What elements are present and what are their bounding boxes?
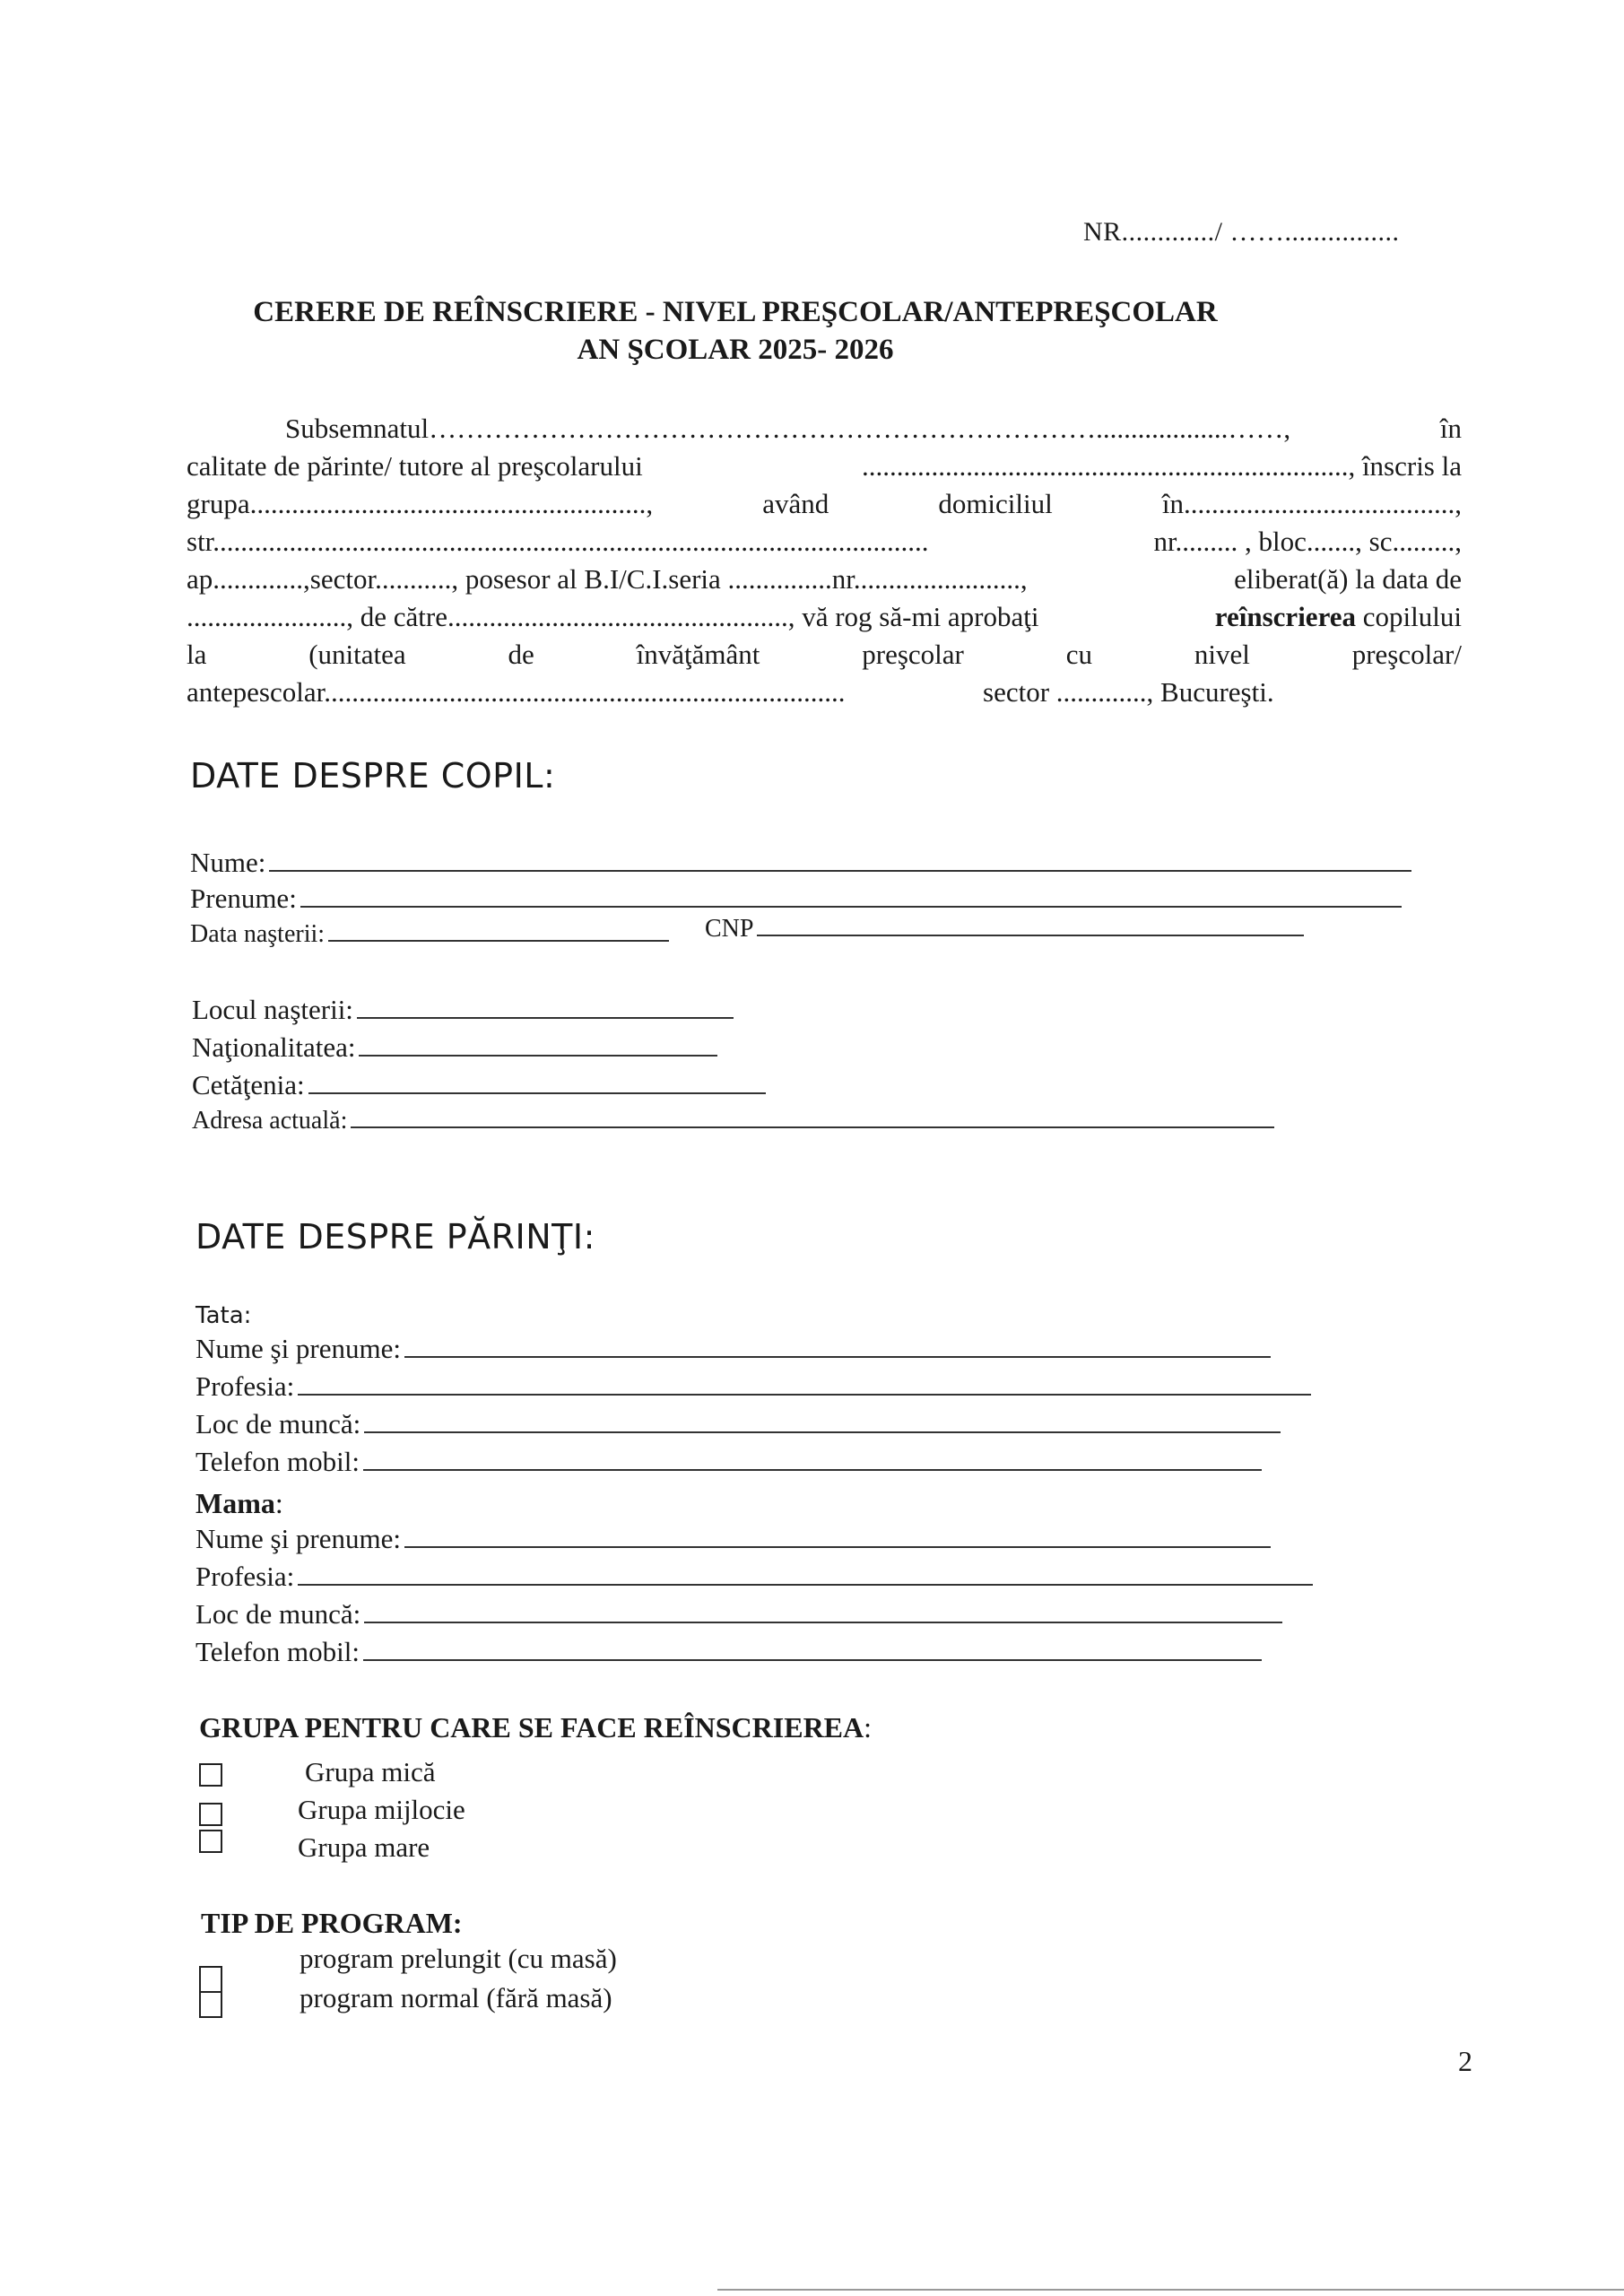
text-cu: cu: [1065, 639, 1092, 670]
child-birthdate-label: Data naşterii:: [190, 920, 326, 948]
text-prescolar: preşcolar: [862, 639, 964, 670]
text-eliberat: eliberat(ă) la data de: [1234, 563, 1462, 595]
child-cnp-line[interactable]: [757, 934, 1304, 936]
child-surname-line[interactable]: [300, 905, 1402, 908]
option-program-normal: program normal (fără masă): [300, 1982, 612, 2013]
father-phone-label: Telefon mobil:: [195, 1446, 360, 1477]
mother-workplace-label: Loc de muncă:: [195, 1598, 361, 1630]
paragraph-line-7: [187, 637, 1462, 673]
registration-number: NR............./ ……................: [1083, 217, 1400, 247]
child-citizenship-line[interactable]: [308, 1091, 766, 1094]
text-sector-bucuresti: [983, 674, 1274, 710]
checkbox-program-prelungit[interactable]: [199, 1966, 222, 1993]
mother-name-line[interactable]: [404, 1545, 1271, 1548]
father-phone-field[interactable]: [195, 1446, 1262, 1478]
paragraph-line-6: [187, 599, 1462, 635]
text-avand: având: [762, 488, 829, 519]
paragraph-line-1: [187, 411, 1462, 447]
father-name-field[interactable]: [195, 1333, 1271, 1365]
text-in: în: [1439, 413, 1462, 444]
section-heading-parents: DATE DESPRE PĂRINŢI:: [195, 1217, 595, 1257]
text-nr-bloc: nr......... , bloc......., sc.........,: [1153, 526, 1462, 557]
text-reinscrierea-copilului: [1215, 599, 1462, 635]
page-number: 2: [1458, 2045, 1472, 2077]
text-unitatea: (unitatea: [308, 639, 406, 670]
father-workplace-field[interactable]: [195, 1408, 1281, 1440]
group-heading-text: GRUPA PENTRU CARE SE FACE REÎNSCRIEREA: [199, 1711, 864, 1744]
option-grupa-mica: Grupa mică: [305, 1756, 436, 1787]
father-label: Tata:: [195, 1302, 252, 1329]
group-heading-colon: :: [864, 1711, 873, 1744]
child-surname-label: Prenume:: [190, 883, 297, 914]
text-calitate: calitate de părinte/ tutore al preşcolarului: [187, 450, 643, 482]
mother-workplace-line[interactable]: [364, 1621, 1282, 1623]
child-birthplace-field[interactable]: [192, 994, 734, 1026]
mother-profession-field[interactable]: [195, 1561, 1313, 1593]
text-invatamant: învăţământ: [636, 639, 760, 670]
father-phone-line[interactable]: [363, 1468, 1262, 1471]
mother-profession-label: Profesia:: [195, 1561, 295, 1592]
text-la: la: [187, 639, 207, 670]
father-profession-field[interactable]: [195, 1370, 1311, 1403]
mother-label-colon: :: [274, 1487, 283, 1519]
text-reinscrierea: reînscrierea: [1214, 601, 1357, 632]
paragraph-line-2: [187, 448, 1462, 484]
mother-label: [195, 1487, 283, 1520]
child-address-line[interactable]: [351, 1126, 1274, 1128]
text-grupa: grupa.........................................................,: [187, 488, 654, 519]
checkbox-grupa-mare[interactable]: [199, 1830, 222, 1853]
father-workplace-line[interactable]: [364, 1431, 1281, 1433]
text-str: str.......................................................................................................: [187, 526, 929, 557]
text-de-catre: [187, 599, 1039, 635]
mother-name-label: Nume şi prenume:: [195, 1523, 402, 1554]
child-citizenship-field[interactable]: [192, 1069, 766, 1101]
scan-edge-line: [717, 2289, 1624, 2291]
paragraph-line-5: [187, 561, 1462, 597]
group-heading: [199, 1711, 872, 1744]
child-nationality-line[interactable]: [359, 1054, 717, 1057]
child-nationality-field[interactable]: [192, 1031, 717, 1064]
text-in-dots: în.......................................,: [1161, 488, 1462, 519]
text-nivel: nivel: [1194, 639, 1250, 670]
paragraph-line-3: [187, 486, 1462, 522]
text-subsemnatul: Subsemnatul………………………………………………………………...................……,: [285, 413, 1291, 444]
child-name-label: Nume:: [190, 847, 266, 878]
checkbox-grupa-mica[interactable]: [199, 1763, 222, 1787]
child-nationality-label: Naţionalitatea:: [192, 1031, 356, 1063]
father-profession-label: Profesia:: [195, 1370, 295, 1402]
mother-workplace-field[interactable]: [195, 1598, 1282, 1631]
text-prescolar-slash: preşcolar/: [1351, 639, 1462, 670]
child-name-field[interactable]: [190, 847, 1411, 879]
program-heading: TIP DE PROGRAM:: [201, 1907, 463, 1939]
child-cnp-field[interactable]: [705, 915, 1304, 944]
child-birthplace-line[interactable]: [357, 1016, 734, 1019]
text-antepescolar: antepescolar...........................................................................: [187, 676, 846, 708]
text-domiciliul: domiciliul: [938, 488, 1053, 519]
mother-phone-line[interactable]: [363, 1658, 1262, 1661]
paragraph-line-8: [187, 674, 1462, 710]
text-ap-sector: ap.............,sector..........., posesor al B.I/C.I.seria ...............nr........................,: [187, 563, 1028, 595]
mother-name-field[interactable]: [195, 1523, 1271, 1555]
child-birthdate-field[interactable]: [190, 920, 669, 949]
option-grupa-mare: Grupa mare: [298, 1831, 430, 1863]
section-heading-child: DATE DESPRE COPIL:: [190, 756, 556, 796]
father-profession-line[interactable]: [298, 1393, 1311, 1396]
text-copilului: copilului: [1362, 601, 1462, 632]
father-name-label: Nume şi prenume:: [195, 1333, 402, 1364]
child-birthplace-label: Locul naşterii:: [192, 994, 353, 1025]
school-year: AN ŞCOLAR 2025- 2026: [577, 334, 894, 366]
child-address-field[interactable]: [192, 1107, 1274, 1135]
paragraph-line-4: [187, 524, 1462, 560]
form-title: CERERE DE REÎNSCRIERE - NIVEL PREŞCOLAR/ANTEPREŞCOLAR: [253, 296, 1218, 328]
option-program-prelungit: program prelungit (cu masă): [300, 1943, 617, 1974]
mother-profession-line[interactable]: [298, 1583, 1313, 1586]
child-name-line[interactable]: [269, 869, 1411, 872]
father-workplace-label: Loc de muncă:: [195, 1408, 361, 1439]
child-address-label: Adresa actuală:: [192, 1107, 348, 1135]
text-de-catre-main: ......................., de către................................................., vă rog să-mi aprobaţi: [187, 601, 1039, 632]
mother-phone-label: Telefon mobil:: [195, 1636, 360, 1667]
father-name-line[interactable]: [404, 1355, 1271, 1358]
text-sector-bucuresti-value: sector ............., Bucureşti.: [983, 676, 1274, 708]
checkbox-program-normal[interactable]: [199, 1991, 222, 2018]
text-de: de: [508, 639, 534, 670]
text-inscris: ......................................................................, înscris la: [861, 450, 1462, 482]
child-cnp-label: CNP: [705, 915, 754, 943]
child-birthdate-line[interactable]: [328, 939, 669, 942]
child-citizenship-label: Cetăţenia:: [192, 1069, 305, 1100]
option-grupa-mijlocie: Grupa mijlocie: [298, 1794, 465, 1825]
mother-phone-field[interactable]: [195, 1636, 1262, 1668]
child-surname-field[interactable]: [190, 883, 1402, 915]
checkbox-grupa-mijlocie[interactable]: [199, 1803, 222, 1826]
mother-label-text: Mama: [195, 1487, 275, 1519]
